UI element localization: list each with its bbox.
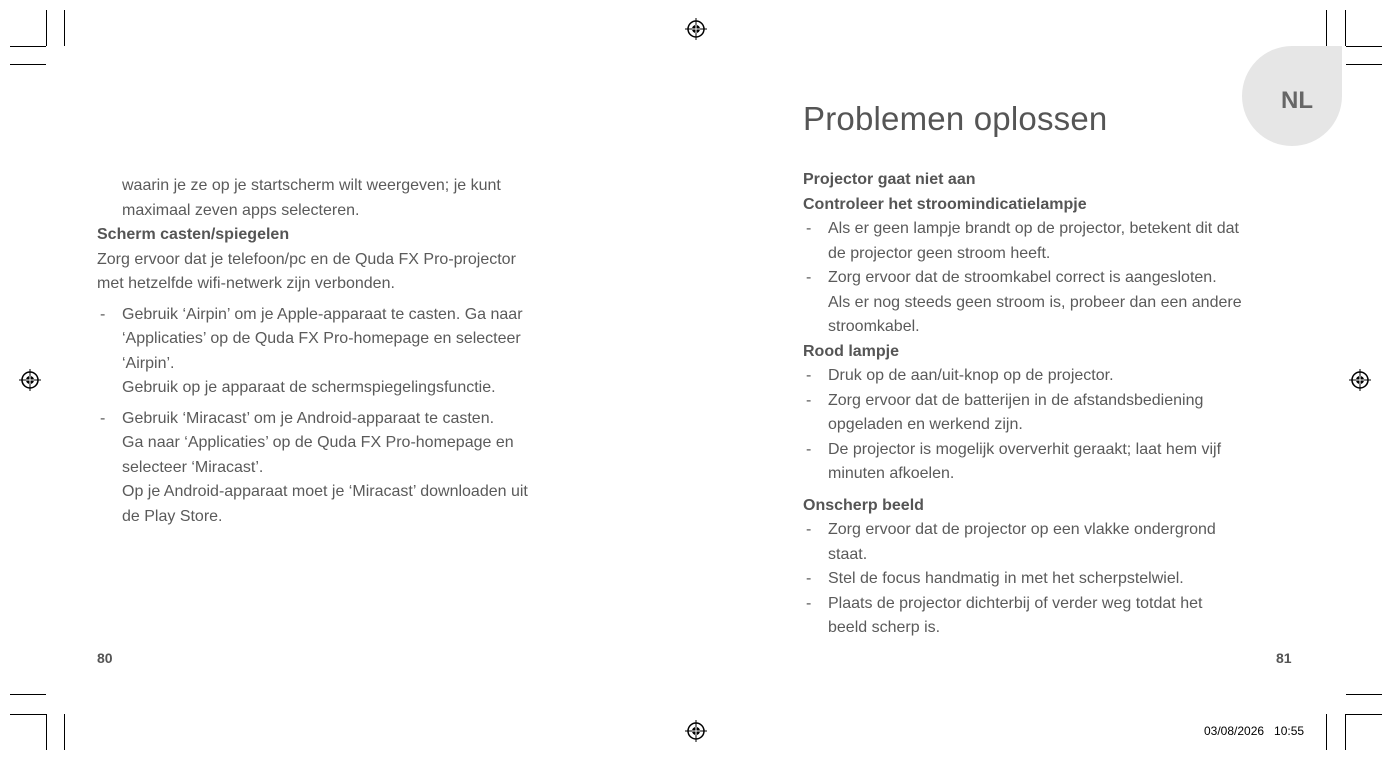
intro-line: maximaal zeven apps selecteren.: [122, 201, 360, 219]
page-number-right: 81: [1276, 650, 1292, 666]
registration-mark-icon: [685, 720, 707, 742]
crop-mark-icon: [1346, 694, 1382, 695]
bullet-list: [803, 217, 1303, 340]
list-item: - Als er geen lampje brandt op de projector, betekent dit dat de projector geen stroom heeft.: [803, 217, 1303, 266]
list-item: - Zorg ervoor dat de projector op een vlakke ondergrond staat.: [803, 518, 1303, 567]
registration-mark-icon: [685, 18, 707, 40]
crop-mark-icon: [64, 714, 65, 750]
language-tab: [1242, 46, 1342, 146]
list-item: - Stel de focus handmatig in met het scherpstelwiel.: [803, 567, 1303, 592]
crop-mark-icon: [10, 714, 46, 715]
cast-bullet-list: [97, 303, 597, 530]
section-heading: Onscherp beeld: [803, 496, 924, 514]
section-intro-line: Zorg ervoor dat je telefoon/pc en de Quda FX Pro-projector: [97, 250, 516, 268]
section-heading: Scherm casten/spiegelen: [97, 226, 290, 243]
list-item: - Gebruik ‘Miracast’ om je Android-apparaat te casten. Ga naar ‘Applicaties’ op de Quda FX Pro-homepage en selecteer ‘Miracast’. Op je Android-apparaat moet je ‘Miracast’ downloaden uit de Play Store.: [97, 407, 597, 530]
language-tab-label: NL: [1281, 87, 1313, 114]
list-item: - Druk op de aan/uit-knop op de projector.: [803, 364, 1303, 389]
crop-mark-icon: [1346, 64, 1382, 65]
section-subheading: Controleer het stroomindicatielampje: [803, 195, 1087, 213]
print-timestamp: 03/08/2026 10:55: [1204, 724, 1305, 738]
crop-mark-icon: [10, 46, 46, 47]
crop-mark-icon: [1346, 714, 1382, 715]
crop-mark-icon: [1326, 714, 1327, 750]
crop-mark-icon: [10, 64, 46, 65]
registration-mark-icon: [19, 369, 41, 391]
section-intro-line: met hetzelfde wifi-netwerk zijn verbonden.: [97, 275, 395, 292]
crop-mark-icon: [1345, 10, 1346, 46]
bullet-list: [803, 364, 1303, 487]
registration-mark-icon: [1349, 369, 1371, 391]
crop-mark-icon: [1346, 46, 1382, 47]
page-title: Problemen oplossen: [803, 100, 1108, 137]
list-item: - Zorg ervoor dat de batterijen in de afstandsbediening opgeladen en werkend zijn.: [803, 389, 1303, 438]
right-page-content: [803, 168, 1303, 641]
bullet-list: [803, 518, 1303, 641]
crop-mark-icon: [46, 10, 47, 46]
crop-mark-icon: [64, 10, 65, 46]
page-number-left: 80: [97, 650, 113, 666]
crop-mark-icon: [1326, 10, 1327, 46]
left-page-content: [97, 174, 597, 529]
crop-mark-icon: [1345, 714, 1346, 750]
list-item: - Plaats de projector dichterbij of verder weg totdat het beeld scherp is.: [803, 592, 1303, 641]
crop-mark-icon: [46, 714, 47, 750]
list-item: - Gebruik ‘Airpin’ om je Apple-apparaat te casten. Ga naar ‘Applicaties’ op de Quda FX Pro-homepage en selecteer ‘Airpin’. Gebruik op je apparaat de schermspiegelingsfunctie.: [97, 303, 597, 401]
section-heading: Projector gaat niet aan: [803, 171, 976, 188]
crop-mark-icon: [10, 694, 46, 695]
intro-line: waarin je ze op je startscherm wilt weergeven; je kunt: [122, 177, 501, 194]
list-item: - Zorg ervoor dat de stroomkabel correct is aangesloten. Als er nog steeds geen stroom is, probeer dan een andere stroomkabel.: [803, 266, 1303, 340]
section-heading: Rood lampje: [803, 342, 900, 360]
list-item: - De projector is mogelijk oververhit geraakt; laat hem vijf minuten afkoelen.: [803, 438, 1303, 487]
